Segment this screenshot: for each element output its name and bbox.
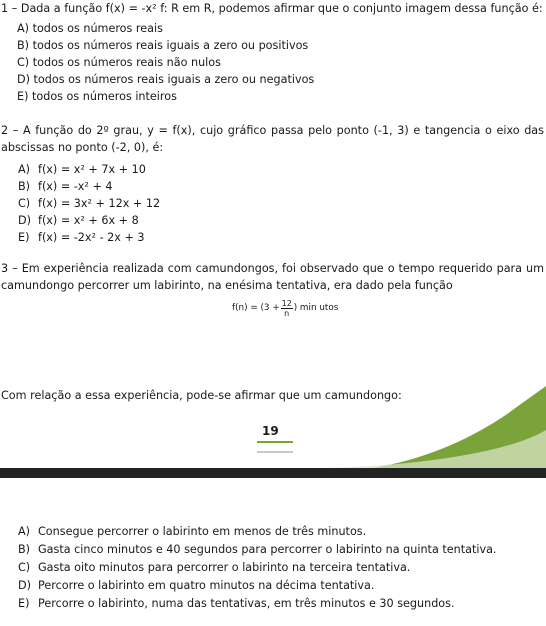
q1-option-b: B) todos os números reais iguais a zero ou positivos <box>17 39 309 52</box>
formula-rhs: ) min utos <box>293 303 339 313</box>
q3-stem-line2: camundongo percorrer um labirinto, na enésima tentativa, era dado pela função <box>1 279 453 292</box>
q2-option-b-text: f(x) = -x² + 4 <box>38 180 113 193</box>
q3-option-b-text: Gasta cinco minutos e 40 segundos para percorrer o labirinto na quinta tentativa. <box>38 543 497 556</box>
q3-stem-line1: 3 – Em experiência realizada com camundongos, foi observado que o tempo requerido para um <box>1 262 544 275</box>
q2-option-c-text: f(x) = 3x² + 12x + 12 <box>38 197 161 210</box>
q2-option-c-letter: C) <box>18 197 31 210</box>
q2-option-b-letter: B) <box>18 180 31 193</box>
page-number-underline <box>257 441 293 443</box>
q1-option-a: A) todos os números reais <box>17 22 163 35</box>
q3-option-c-text: Gasta oito minutos para percorrer o labirinto na terceira tentativa. <box>38 561 411 574</box>
q3-option-e-text: Percorre o labirinto, numa das tentativas, em três minutos e 30 segundos. <box>38 597 455 610</box>
q2-option-d-letter: D) <box>18 214 31 227</box>
q1-option-c: C) todos os números reais não nulos <box>17 56 221 69</box>
q3-option-a-letter: A) <box>18 525 31 538</box>
q1-option-e: E) todos os números inteiros <box>17 90 177 103</box>
q1-option-d: D) todos os números reais iguais a zero ou negativos <box>17 73 315 86</box>
q3-option-e-letter: E) <box>18 597 30 610</box>
formula-lhs: f(n) = (3 + <box>232 303 280 313</box>
page-number-shadow <box>257 451 293 453</box>
q3-option-a-text: Consegue percorrer o labirinto em menos de três minutos. <box>38 525 367 538</box>
q3-option-d-text: Percorre o labirinto em quatro minutos na décima tentativa. <box>38 579 375 592</box>
formula-denominator: n <box>284 308 290 318</box>
q2-stem-line1: 2 – A função do 2º grau, y = f(x), cujo gráfico passa pelo ponto (-1, 3) e tangencia o eixo das <box>1 124 544 137</box>
q2-option-a-text: f(x) = x² + 7x + 10 <box>38 163 146 176</box>
q2-stem-line2: abscissas no ponto (-2, 0), é: <box>1 141 164 154</box>
formula-numerator: 12 <box>281 298 292 308</box>
q2-option-e-letter: E) <box>18 231 30 244</box>
q3-option-b-letter: B) <box>18 543 31 556</box>
q3-option-c-letter: C) <box>18 561 31 574</box>
q3-question: Com relação a essa experiência, pode-se afirmar que um camundongo: <box>1 389 402 402</box>
page-separator-band <box>0 468 546 478</box>
q1-stem: 1 – Dada a função f(x) = -x² f: R em R, podemos afirmar que o conjunto imagem dessa função é: <box>1 2 543 15</box>
q3-option-d-letter: D) <box>18 579 31 592</box>
q2-option-a-letter: A) <box>18 163 31 176</box>
page-number: 19 <box>262 424 279 438</box>
q2-option-e-text: f(x) = -2x² - 2x + 3 <box>38 231 145 244</box>
q2-option-d-text: f(x) = x² + 6x + 8 <box>38 214 139 227</box>
